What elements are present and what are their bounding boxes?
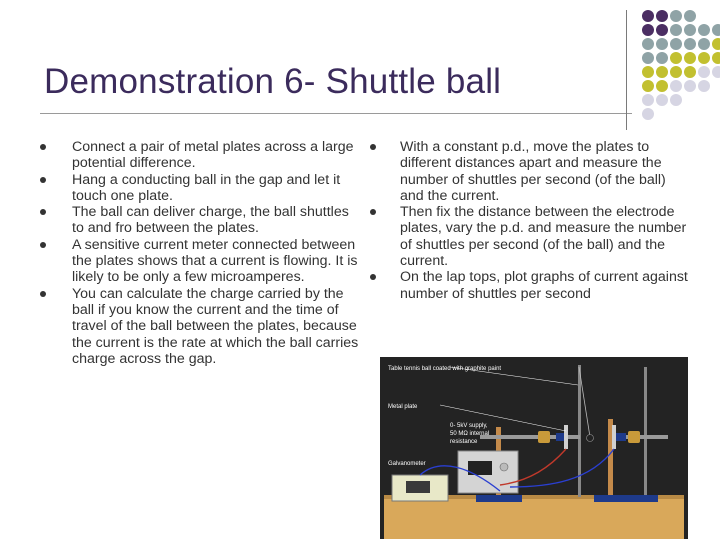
- label-supply-2: 50 MΩ internal: [450, 431, 490, 437]
- title-divider: [40, 113, 632, 114]
- label-supply-3: resistance: [450, 439, 478, 445]
- label-supply-1: 0- 5kV supply,: [450, 423, 488, 429]
- list-item: [40, 237, 360, 286]
- bullet-text: On the lap tops, plot graphs of current against number of shuttles per second: [400, 269, 688, 302]
- bullet-icon: [40, 177, 46, 183]
- list-item: [370, 269, 690, 302]
- list-item: [40, 172, 360, 205]
- bullet-icon: [370, 144, 376, 150]
- right-bullet-list: [370, 139, 690, 302]
- bullet-text: Connect a pair of metal plates across a large potential difference.: [72, 139, 354, 172]
- bullet-icon: [370, 209, 376, 215]
- bullet-text: With a constant p.d., move the plates to different distances apart and measure the number of shuttles per second (of the ball) and the current.: [400, 139, 666, 204]
- label-plate: Metal plate: [388, 404, 418, 410]
- list-item: [370, 139, 690, 204]
- list-item: [370, 204, 690, 269]
- bullet-icon: [40, 291, 46, 297]
- left-bullet-list: [40, 139, 360, 367]
- slide-title: Demonstration 6- Shuttle ball: [44, 62, 502, 101]
- label-galvanometer: Galvanometer: [388, 461, 426, 467]
- bullet-text: You can calculate the charge carried by the ball if you know the current and the time of travel of the ball between the plates, because the current is the rate at which the ball carries charge across the gap.: [72, 285, 359, 367]
- decor-vertical-line: [626, 10, 627, 130]
- bullet-text: Then fix the distance between the electrode plates, vary the p.d. and measure the number of shuttles per second (of the ball) and the current.: [400, 204, 687, 270]
- bullet-icon: [40, 209, 46, 215]
- bullet-text: Hang a conducting ball in the gap and let it touch one plate.: [72, 171, 341, 204]
- bullet-icon: [40, 144, 46, 150]
- decor-dot-grid: [640, 8, 720, 153]
- bullet-icon: [370, 274, 376, 280]
- list-item: [40, 286, 360, 367]
- label-ball: Table tennis ball coated with graphite paint: [388, 366, 502, 372]
- shuttle-ball-apparatus-diagram: [380, 357, 688, 539]
- bullet-text: A sensitive current meter connected between the plates shows that a current is flowing. It is likely to be only a few microamperes.: [72, 236, 358, 286]
- bullet-icon: [40, 242, 46, 248]
- list-item: [40, 139, 360, 172]
- list-item: [40, 204, 360, 237]
- right-bullet-list-clip: [370, 139, 690, 339]
- bullet-text: The ball can deliver charge, the ball shuttles to and fro between the plates.: [72, 204, 349, 237]
